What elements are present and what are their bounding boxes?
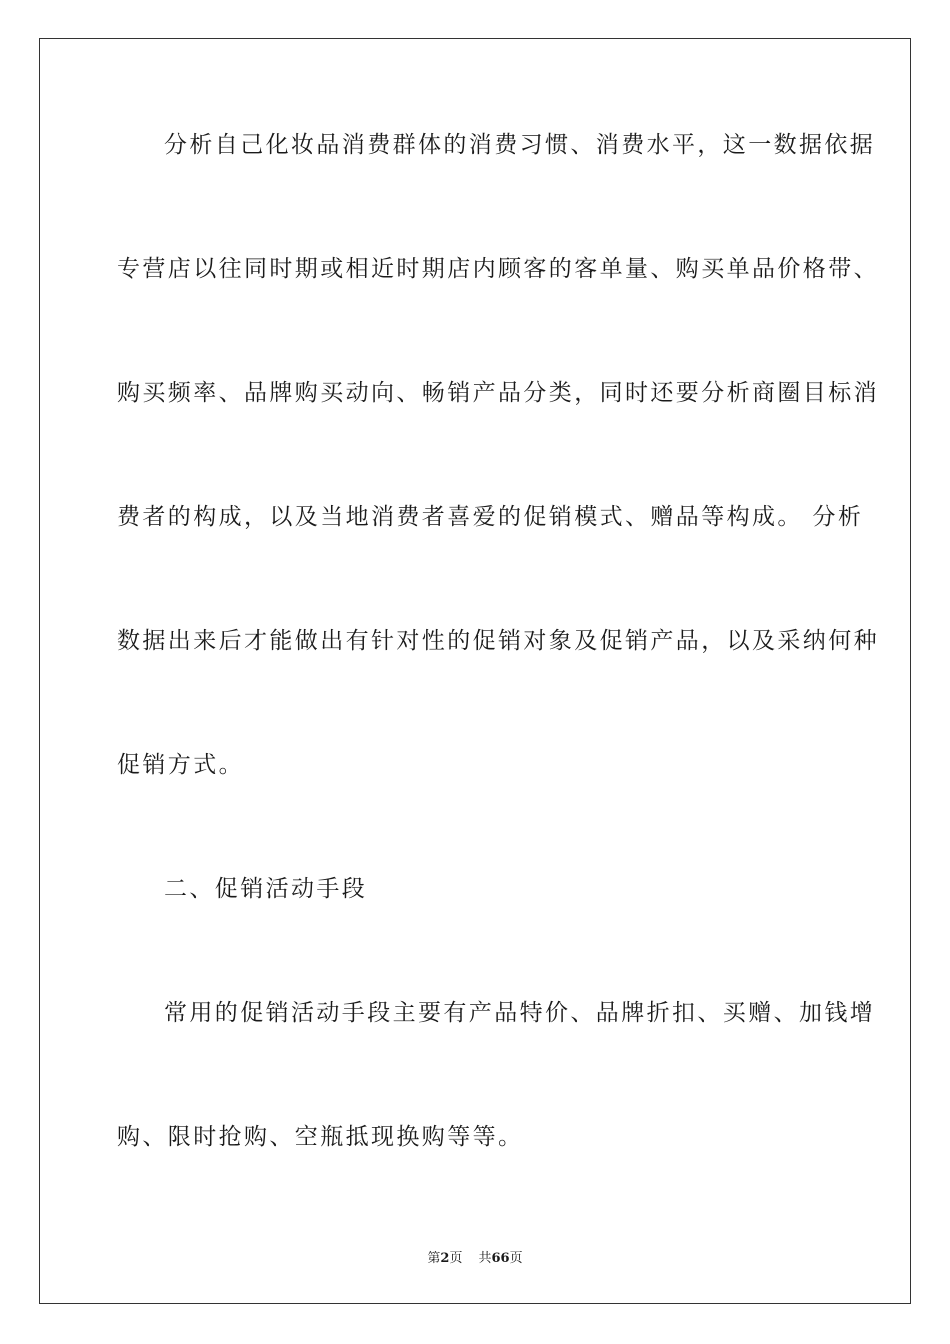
paragraph-3-line-2: 购、限时抢购、空瓶抵现换购等等。 <box>117 1124 524 1150</box>
paragraph-1-line-3: 购买频率、品牌购买动向、畅销产品分类，同时还要分析商圈目标消 <box>117 380 879 406</box>
footer-page-prefix: 第 <box>427 1251 441 1266</box>
footer-total-pages: 66 <box>491 1251 510 1266</box>
footer-page-suffix: 页 <box>449 1251 463 1266</box>
section-heading: 二、促销活动手段 <box>164 876 368 902</box>
paragraph-1-line-6: 促销方式。 <box>117 752 244 778</box>
paragraph-1-line-2: 专营店以往同时期或相近时期店内顾客的客单量、购买单品价格带、 <box>117 256 879 282</box>
footer-page-number: 2 <box>440 1251 450 1266</box>
page-footer <box>0 1247 950 1266</box>
footer-total-suffix: 页 <box>509 1251 523 1266</box>
paragraph-1-line-1: 分析自己化妆品消费群体的消费习惯、消费水平，这一数据依据 <box>164 132 876 158</box>
page-border <box>39 38 911 1304</box>
paragraph-3-line-1: 常用的促销活动手段主要有产品特价、品牌折扣、买赠、加钱增 <box>164 1000 876 1026</box>
footer-total-prefix: 共 <box>478 1251 492 1266</box>
paragraph-1-line-4: 费者的构成，以及当地消费者喜爱的促销模式、赠品等构成。 分析 <box>117 504 864 530</box>
paragraph-1-line-5: 数据出来后才能做出有针对性的促销对象及促销产品，以及采纳何种 <box>117 628 879 654</box>
